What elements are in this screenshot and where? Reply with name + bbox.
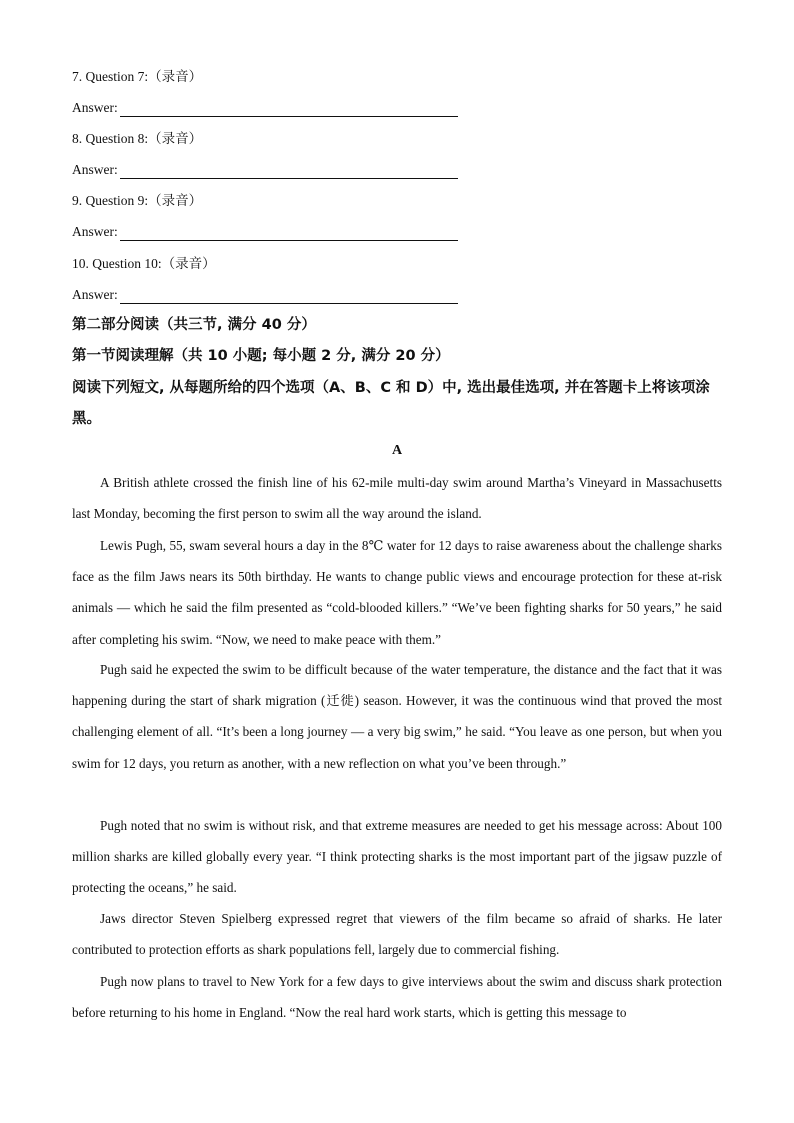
passage-paragraph: Pugh said he expected the swim to be difficult because of the water temperature, the distance and the fact that it was happening during the start of shark migration (迁徙) season. However, it was the continuous wind that proved the most challenging element of all. “It’s been a long journey — a very big swim,” he said. “You leave as one person, but when you swim for 12 days, you return as another, with a new reflection on what you’ve been through.” — [72, 662, 722, 771]
passage-paragraph: A British athlete crossed the finish line of his 62-mile multi-day swim around Martha’s Vineyard in Massachusetts last Monday, becoming the first person to swim all the way around the island. — [72, 475, 722, 522]
question-9-answer — [72, 223, 458, 241]
question-10-answer — [72, 286, 458, 304]
question-7-answer — [72, 99, 458, 117]
answer-blank[interactable] — [120, 227, 458, 241]
answer-blank[interactable] — [120, 165, 458, 179]
question-9-label: 9. Question 9:（录音） — [72, 193, 203, 208]
answer-label: Answer: — [72, 224, 118, 239]
passage-paragraph: Pugh noted that no swim is without risk, and that extreme measures are needed to get his message across: About 100 million sharks are killed globally every year. “I think protecting sharks is the most important part of the jigsaw puzzle of protecting the oceans,” he said. — [72, 818, 722, 896]
answer-blank[interactable] — [120, 103, 458, 117]
question-8-label: 8. Question 8:（录音） — [72, 131, 203, 146]
passage-title: A — [391, 443, 403, 458]
question-10-label: 10. Question 10:（录音） — [72, 256, 216, 271]
section-heading: 第一节阅读理解（共 10 小题; 每小题 2 分, 满分 20 分） — [72, 348, 450, 364]
answer-label: Answer: — [72, 100, 118, 115]
question-8-answer — [72, 161, 458, 179]
passage-paragraph: Pugh now plans to travel to New York for a few days to give interviews about the swim and discuss shark protection before returning to his home in England. “Now the real hard work starts, which is getting this message to — [72, 974, 722, 1021]
answer-label: Answer: — [72, 287, 118, 302]
answer-blank[interactable] — [120, 290, 458, 304]
part-heading: 第二部分阅读（共三节, 满分 40 分） — [72, 317, 316, 333]
instructions: 阅读下列短文, 从每题所给的四个选项（A、B、C 和 D）中, 选出最佳选项, 并在答题卡上将该项涂黑。 — [72, 380, 710, 427]
passage-paragraph: Jaws director Steven Spielberg expressed regret that viewers of the film became so afraid of sharks. He later contributed to protection efforts as shark populations fell, largely due to commercial fishing. — [72, 911, 722, 958]
question-7-label: 7. Question 7:（录音） — [72, 69, 203, 84]
passage-paragraph: Lewis Pugh, 55, swam several hours a day in the 8℃ water for 12 days to raise awareness about the challenge sharks face as the film Jaws nears its 50th birthday. He wants to change public views and encourage protection for these at-risk animals — which he said the film presented as “cold-blooded killers.” “We’ve been fighting sharks for 50 years,” he said after completing his swim. “Now, we need to make peace with them.” — [72, 538, 722, 647]
answer-label: Answer: — [72, 162, 118, 177]
